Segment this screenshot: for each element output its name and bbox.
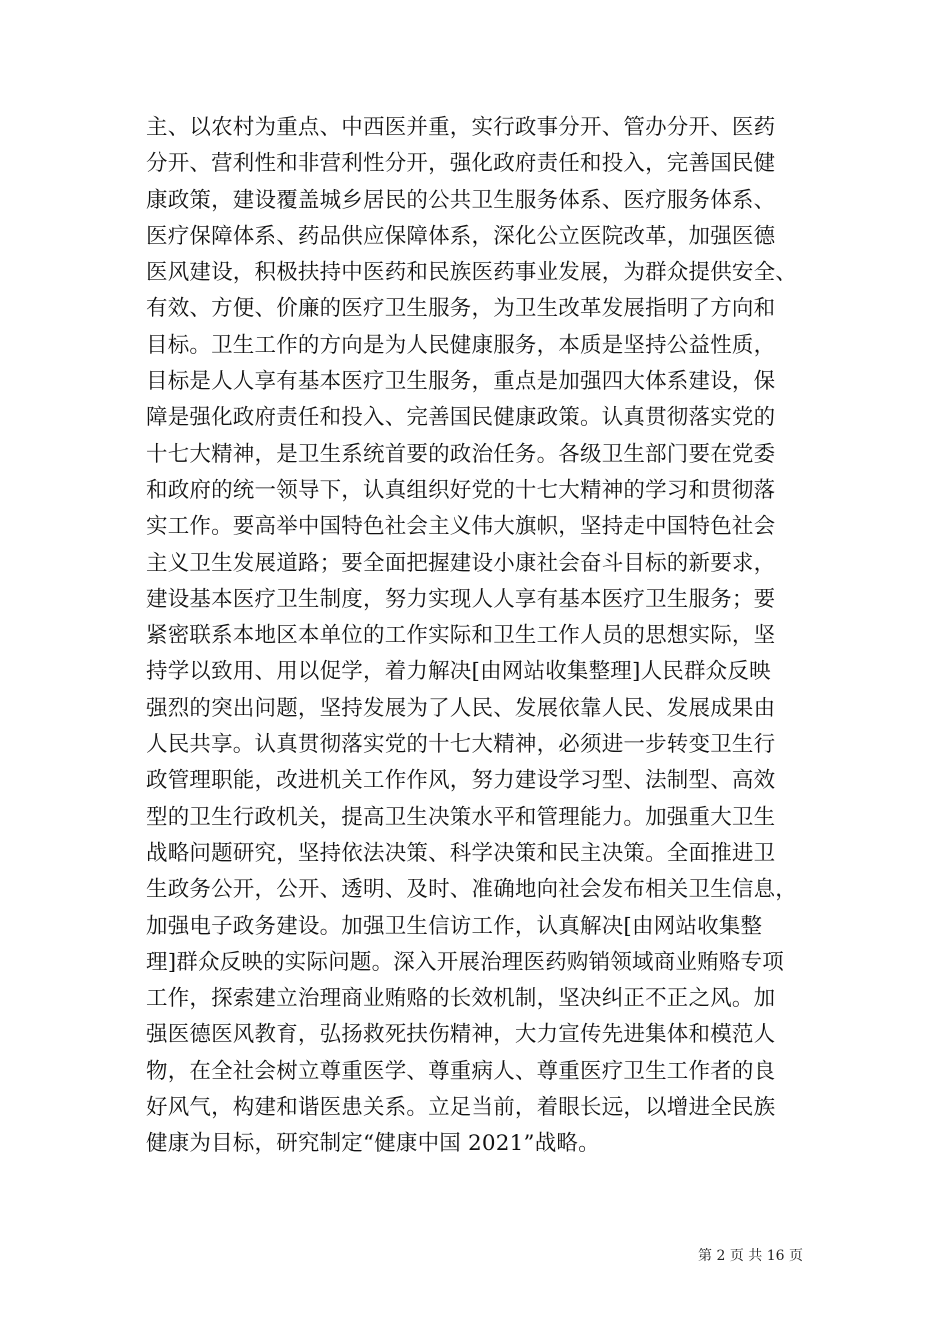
text-line: 障是强化政府责任和投入、完善国民健康政策。认真贯彻落实党的 <box>146 405 776 431</box>
text-line: 主义卫生发展道路；要全面把握建设小康社会奋斗目标的新要求， <box>146 550 776 576</box>
text-line: 有效、方便、价廉的医疗卫生服务，为卫生改革发展指明了方向和 <box>146 296 776 322</box>
text-line: 物，在全社会树立尊重医学、尊重病人、尊重医疗卫生工作者的良 <box>146 1058 776 1084</box>
text-line: 型的卫生行政机关，提高卫生决策水平和管理能力。加强重大卫生 <box>146 804 776 830</box>
text-line: 加强电子政务建设。加强卫生信访工作，认真解决[由网站收集整 <box>146 913 763 939</box>
text-line: 政管理职能，改进机关工作作风，努力建设学习型、法制型、高效 <box>146 768 776 794</box>
text-line: 分开、营利性和非营利性分开，强化政府责任和投入，完善国民健 <box>146 151 776 177</box>
text-line: 建设基本医疗卫生制度，努力实现人人享有基本医疗卫生服务；要 <box>146 586 776 612</box>
text-line: 医疗保障体系、药品供应保障体系，深化公立医院改革，加强医德 <box>146 223 776 249</box>
page-number-footer: 第 2 页 共 16 页 <box>698 1248 803 1264</box>
text-line: 生政务公开，公开、透明、及时、准确地向社会发布相关卫生信息， <box>146 877 798 903</box>
text-line: 康政策，建设覆盖城乡居民的公共卫生服务体系、医疗服务体系、 <box>146 187 776 213</box>
text-line: 健康为目标，研究制定“健康中国 2021”战略。 <box>146 1131 600 1157</box>
text-line: 医风建设，积极扶持中医药和民族医药事业发展，为群众提供安全、 <box>146 260 798 286</box>
text-line: 理]群众反映的实际问题。深入开展治理医药购销领域商业贿赂专项 <box>146 949 784 975</box>
text-line: 战略问题研究，坚持依法决策、科学决策和民主决策。全面推进卫 <box>146 840 776 866</box>
text-line: 持学以致用、用以促学，着力解决[由网站收集整理]人民群众反映 <box>146 659 771 685</box>
text-line: 目标是人人享有基本医疗卫生服务，重点是加强四大体系建设，保 <box>146 369 776 395</box>
text-line: 人民共享。认真贯彻落实党的十七大精神，必须进一步转变卫生行 <box>146 732 776 758</box>
text-line: 好风气，构建和谐医患关系。立足当前，着眼长远，以增进全民族 <box>146 1095 776 1121</box>
text-line: 强医德医风教育，弘扬救死扶伤精神，大力宣传先进集体和模范人 <box>146 1022 776 1048</box>
text-line: 实工作。要高举中国特色社会主义伟大旗帜，坚持走中国特色社会 <box>146 514 776 540</box>
text-line: 十七大精神，是卫生系统首要的政治任务。各级卫生部门要在党委 <box>146 441 776 467</box>
text-line: 目标。卫生工作的方向是为人民健康服务，本质是坚持公益性质， <box>146 332 776 358</box>
text-line: 主、以农村为重点、中西医并重，实行政事分开、管办分开、医药 <box>146 115 776 140</box>
body-paragraph <box>146 110 826 1163</box>
text-line: 和政府的统一领导下，认真组织好党的十七大精神的学习和贯彻落 <box>146 477 776 503</box>
text-line: 紧密联系本地区本单位的工作实际和卫生工作人员的思想实际，坚 <box>146 623 776 649</box>
text-line: 工作，探索建立治理商业贿赂的长效机制，坚决纠正不正之风。加 <box>146 986 776 1012</box>
text-line: 强烈的突出问题，坚持发展为了人民、发展依靠人民、发展成果由 <box>146 695 776 721</box>
